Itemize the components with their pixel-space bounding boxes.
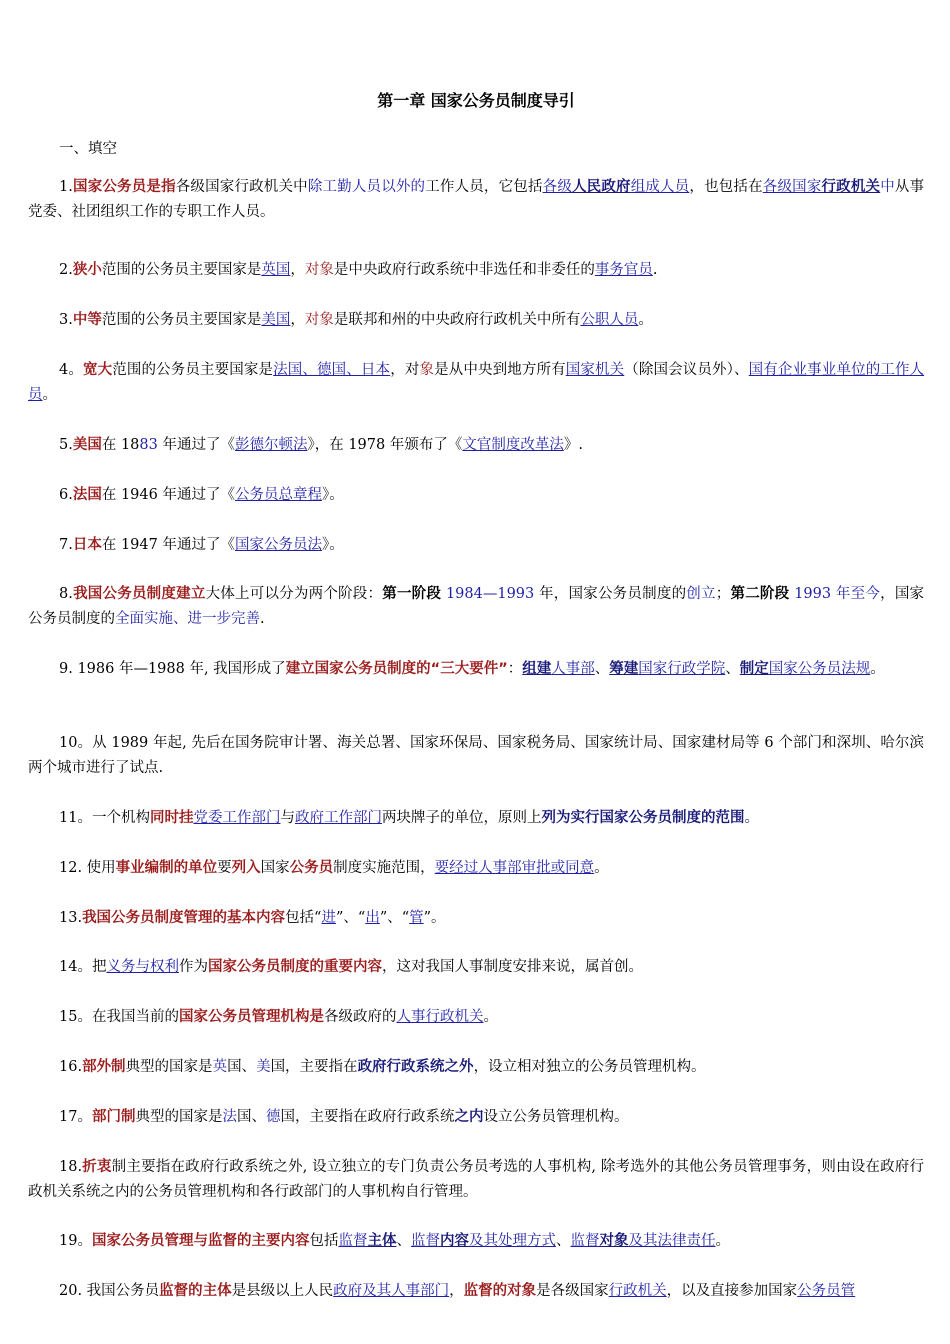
paragraph-17 [28,1105,924,1130]
text-run: 狭小 [72,262,102,278]
text-run: 法国 [72,487,102,503]
text-run: ，对 [390,362,420,378]
text-run: 公务员 [289,860,334,876]
text-run: 大体上可以分为两个阶段： [205,586,383,602]
text-run: 从事党委、社团组织工作的专职工作人员。 [28,179,925,220]
paragraph-8 [28,582,924,632]
text-run: 、 [594,661,610,677]
text-run: 在 1947 年通过了《 [101,537,235,553]
text-run: 10。从 1989 年起, 先后在国务院审计署、海关总署、国家环保局、国家税务局、国家统计局、国家建材局等 6 个部门和深圳、哈尔滨两个城市进行了试点. [28,735,924,776]
paragraph-20 [28,1279,924,1304]
text-run: 在 18 [101,437,140,453]
text-run: 典型的国家是 [125,1059,213,1075]
text-run: 。 [483,1009,498,1025]
link-text[interactable]: 国家机关 [565,362,625,378]
text-run: 德 [265,1109,281,1125]
text-run: 美 [256,1059,271,1075]
text-run: 》。 [321,487,344,503]
text-run: 、 [396,1233,411,1249]
text-run: 我国公务员制度管理的基本内容 [82,910,286,926]
text-run: 范围的公务员主要国家是 [101,312,262,328]
text-run: 83 [139,437,158,453]
text-run: 、 [555,1233,571,1249]
text-run: ，以及直接参加国家 [666,1283,798,1299]
link-text[interactable]: 要经过人事部审批或同意 [434,860,595,876]
paragraph-7 [28,533,924,558]
text-run: 国家公务员制度的重要内容 [207,959,382,975]
text-run: 日本 [72,537,102,553]
text-run: 12. 使用 [59,860,116,876]
text-run: 第二阶段 [730,586,790,602]
paragraph-5 [28,433,924,458]
text-run: 5. [59,437,73,453]
paragraph-12 [28,856,924,881]
text-run: 除工勤人员以外的 [307,179,426,195]
link-text[interactable]: 英国 [261,262,291,278]
text-run: 我国公务员制度建立 [72,586,206,602]
text-run: 国，主要指在政府行政系统 [280,1109,455,1125]
text-run: 宽大 [82,362,113,378]
section-heading: 一、填空 [59,141,117,157]
text-run: 监督的对象 [463,1283,537,1299]
text-run: 制主要指在政府行政系统之外, 设立独立的专门负责公务员考选的人事机构, 除考选外的其他公务员管理事务，则由设在政府行政机关系统之内的公务员管理机构和各行政部门的人事机构自行管理。 [28,1159,925,1200]
text-run: 。 [638,312,653,328]
link-text[interactable]: 政府工作部门 [294,810,382,826]
text-run: ，设立相对独立的公务员管理机构。 [473,1059,706,1075]
link-text[interactable]: 出 [365,910,380,926]
chapter-title: 第一章 国家公务员制度导引 [377,91,575,110]
text-run: 是各级国家 [536,1283,609,1299]
text-run: 折衷 [82,1159,112,1175]
text-run: 之内 [454,1109,484,1125]
text-run: 国、 [227,1059,257,1075]
text-run: 中等 [72,312,102,328]
text-run: . [260,611,265,627]
link-text[interactable]: 政府及其人事部门 [333,1283,450,1299]
text-run: 在 1946 年通过了《 [101,487,235,503]
text-run: 13. [59,910,83,926]
paragraph-3 [28,308,924,333]
link-text[interactable]: 人事行政机关 [396,1009,484,1025]
text-run: 列为实行国家公务员制度的范围 [541,810,745,826]
text-run: 》。 [321,537,344,553]
paragraph-6 [28,483,924,508]
paragraph-10 [28,731,924,781]
text-run: 英 [212,1059,228,1075]
text-run: 6. [59,487,73,503]
text-run: 》，在 1978 年颁布了《 [307,437,463,453]
link-text[interactable]: 监督 [570,1233,600,1249]
text-run: 设立公务员管理机构。 [483,1109,629,1125]
text-run: 包括 [309,1233,339,1249]
paragraph-15 [28,1005,924,1030]
link-text[interactable]: 行政机关 [821,179,881,195]
text-run: 政府行政系统之外 [357,1059,474,1075]
text-run: 1. [59,179,73,195]
link-text[interactable]: 筹建 [609,661,639,677]
text-run: 各级国家行政机关中 [175,179,308,195]
link-text[interactable]: 管 [409,910,424,926]
link-text[interactable]: 内容 [439,1233,469,1249]
text-run: 法 [222,1109,237,1125]
text-run: ： [507,661,523,677]
text-run: ，也包括在 [689,179,763,195]
text-run: 典型的国家是 [135,1109,223,1125]
text-run: 。 [870,661,885,677]
link-text[interactable]: 进 [321,910,336,926]
link-text[interactable]: 美国 [261,312,291,328]
text-run: ，国家公务员制度的 [28,586,925,627]
text-run: 作为 [178,959,208,975]
link-text[interactable]: 国家行政学院 [638,661,726,677]
text-run: 1993 年至今 [789,586,881,602]
text-run: 工作人员，它包括 [425,179,543,195]
text-run: 对象 [304,262,334,278]
link-text[interactable]: 事务官员 [594,262,653,278]
text-run: 11。一个机构 [59,810,150,826]
link-text[interactable]: 彭德尔顿法 [234,437,308,453]
text-run: ， [290,262,305,278]
paragraph-16 [28,1055,924,1080]
text-run: 、 [725,661,740,677]
text-run: 要 [217,860,232,876]
text-run: 4。 [59,362,83,378]
text-run: 19。 [59,1233,92,1249]
text-run: ， [449,1283,464,1299]
link-text[interactable]: 行政机关 [608,1283,667,1299]
text-run: 制度实施范围， [333,860,435,876]
paragraph-9 [28,657,924,682]
text-run: 国、 [236,1109,266,1125]
link-text[interactable]: 党委工作部门 [193,810,281,826]
link-text[interactable]: 国有企业事业单位的工作人员 [28,362,925,403]
text-run: 8. [59,586,73,602]
text-run: 17。 [59,1109,92,1125]
text-run: 国家公务员管理与监督的主要内容 [91,1233,310,1249]
text-run: 是从中央到地方所有 [434,362,566,378]
paragraph-4 [28,358,924,408]
link-text[interactable]: 法国、德国、日本 [273,362,391,378]
link-text[interactable]: 组成人员 [630,179,690,195]
text-run: 象 [419,362,435,378]
text-run: 同时挂 [149,810,194,826]
text-run: 建立国家公务员制度的“三大要件” [285,661,508,677]
text-run: . [652,262,658,278]
text-run: 20. 我国公务员 [59,1283,160,1299]
link-text[interactable]: 文官制度改革法 [462,437,564,453]
text-run: 2. [59,262,73,278]
text-run: ”。 [423,910,446,926]
link-text[interactable]: 公务员管 [797,1283,856,1299]
text-run: 范围的公务员主要国家是 [112,362,274,378]
text-run: 部外制 [82,1059,126,1075]
text-run: 与 [280,810,295,826]
text-run: 年通过了《 [157,437,235,453]
text-run: ； [715,586,731,602]
text-run: 范围的公务员主要国家是 [101,262,262,278]
text-run: 》. [563,437,583,453]
paragraph-19 [28,1229,924,1254]
paragraph-11 [28,806,924,831]
text-run: 。 [744,810,759,826]
link-text[interactable]: 人事部 [551,661,595,677]
text-run: 国家公务员是指 [72,179,176,195]
text-run: 两块牌子的单位，原则上 [381,810,542,826]
text-run: 7. [59,537,73,553]
text-run: 年，国家公务员制度的 [534,586,687,602]
text-run: 国，主要指在 [270,1059,358,1075]
paragraph-2 [28,258,924,283]
text-run: 15。在我国当前的 [59,1009,179,1025]
text-run: 美国 [72,437,102,453]
text-run: 16. [59,1059,83,1075]
text-run: 事业编制的单位 [115,860,218,876]
text-run: 中 [880,179,895,195]
link-text[interactable]: 公务员总章程 [234,487,322,503]
paragraph-13 [28,906,924,931]
text-run: 监督的主体 [159,1283,232,1299]
text-run: 1984—1993 [441,586,535,602]
text-run: ， [290,312,305,328]
text-run: 第一阶段 [382,586,442,602]
text-run: 。 [42,387,57,403]
link-text[interactable]: 及其法律责任 [628,1233,716,1249]
text-run: 国家公务员管理机构是 [178,1009,324,1025]
text-run: 部门制 [91,1109,136,1125]
text-run: 全面实施、进一步完善 [115,611,260,627]
paragraph-18 [28,1155,924,1205]
paragraph-1 [28,175,924,225]
text-run: ，这对我国人事制度安排来说，属首创。 [381,959,643,975]
link-text[interactable]: 公职人员 [580,312,639,328]
text-run: 是县级以上人民 [231,1283,334,1299]
text-run: 18. [59,1159,83,1175]
text-run: 9. 1986 年—1988 年, 我国形成了 [59,661,286,677]
text-run: 各级政府的 [323,1009,397,1025]
text-run: （除国会议员外）、 [624,362,749,378]
text-run: ”、“ [335,910,366,926]
link-text[interactable]: 及其处理方式 [468,1233,556,1249]
link-text[interactable]: 各级 [542,179,572,195]
text-run: 国家 [260,860,290,876]
link-text[interactable]: 监督 [338,1233,368,1249]
text-run: 是中央政府行政系统中非选任和非委任的 [333,262,595,278]
text-run: 包括“ [285,910,322,926]
text-run: 。 [715,1233,730,1249]
link-text[interactable]: 监督 [410,1233,440,1249]
link-text[interactable]: 各级国家 [762,179,822,195]
link-text[interactable]: 义务与权利 [106,959,179,975]
link-text[interactable]: 人民政府 [572,179,631,195]
text-run: 。 [594,860,609,876]
link-text[interactable]: 组建 [522,661,552,677]
text-run: ”、“ [379,910,410,926]
paragraph-14 [28,955,924,980]
text-run: 列入 [231,860,261,876]
link-text[interactable]: 国家公务员法规 [768,661,871,677]
link-text[interactable]: 对象 [599,1233,629,1249]
text-run: 14。把 [59,959,107,975]
link-text[interactable]: 主体 [367,1233,397,1249]
text-run: 创立 [686,586,716,602]
text-run: 3. [59,312,73,328]
link-text[interactable]: 制定 [739,661,769,677]
link-text[interactable]: 国家公务员法 [234,537,322,553]
text-run: 是联邦和州的中央政府行政机关中所有 [333,312,581,328]
text-run: 对象 [304,312,334,328]
